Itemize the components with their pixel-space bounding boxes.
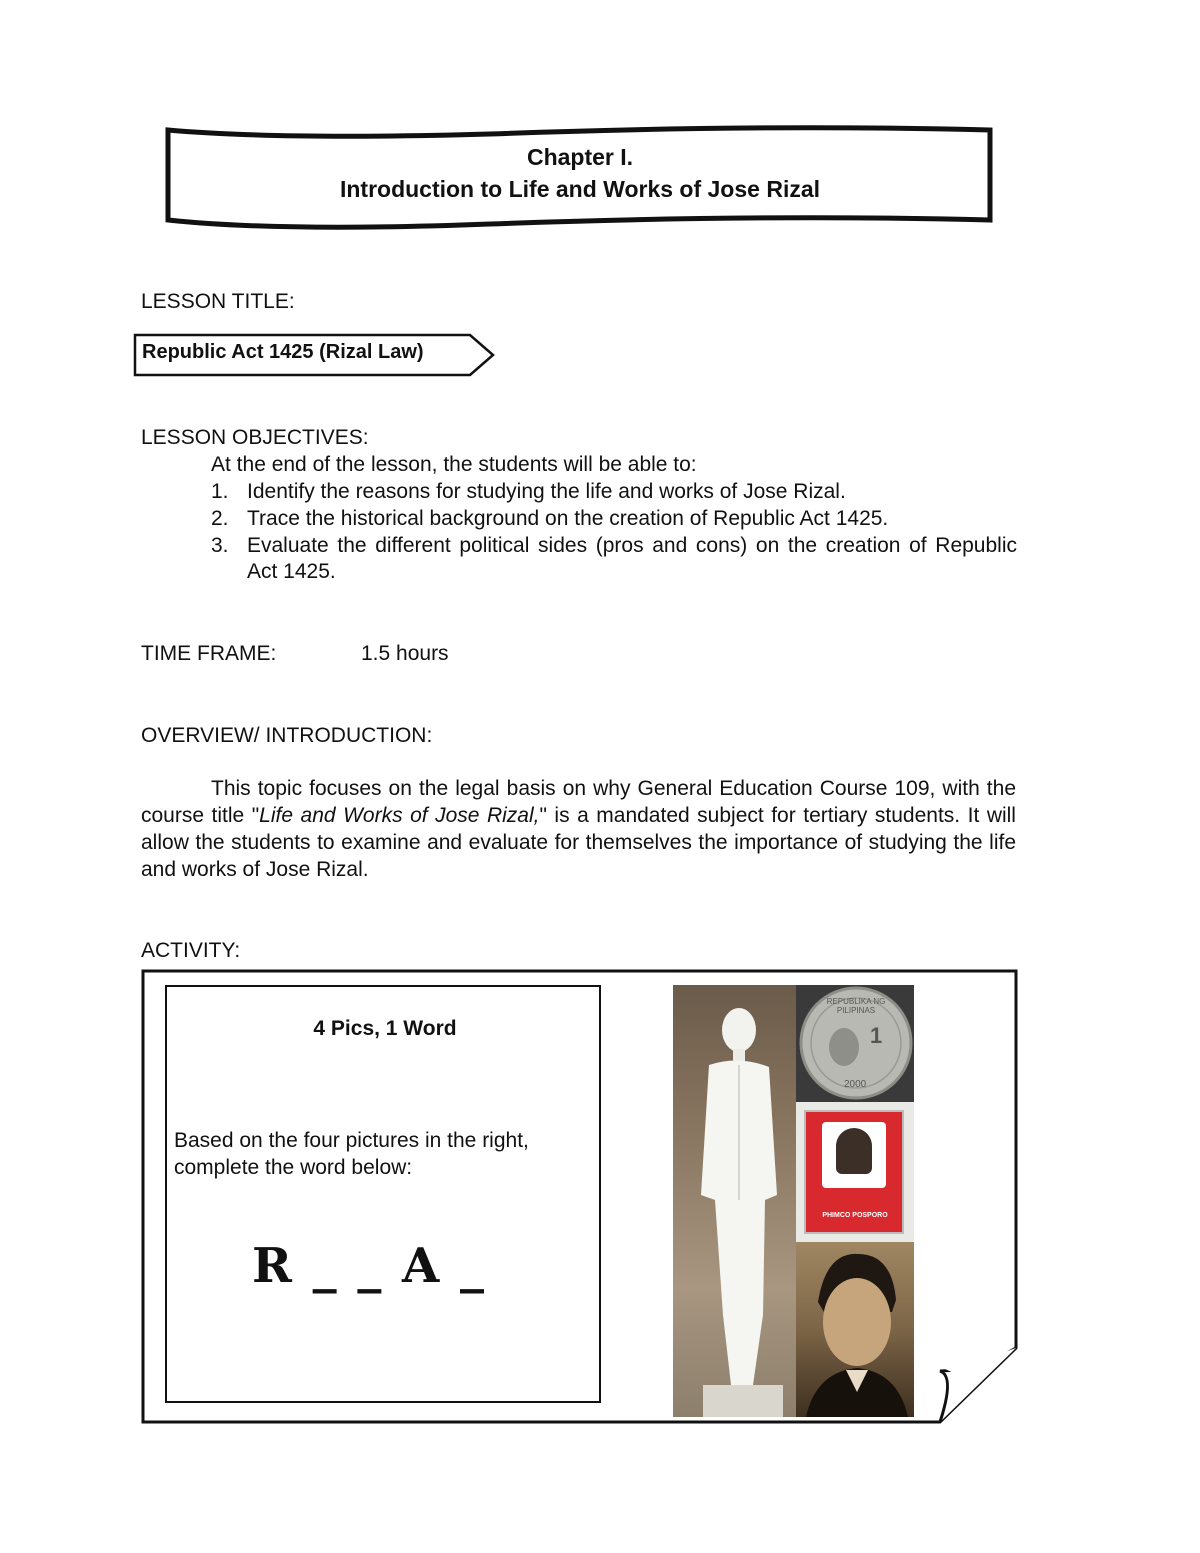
coin-photo <box>796 985 914 1102</box>
objectives-intro: At the end of the lesson, the students will be able to: <box>211 453 697 476</box>
coin-year: 2000 <box>844 1079 867 1090</box>
objective-item: Identify the reasons for studying the life and works of Jose Rizal. <box>247 480 846 503</box>
objective-item: Evaluate the different political sides (pros and cons) on the creation of Republic Act 1425. <box>247 534 1017 583</box>
overview-text-start: This topic focuses on the legal basis on why General Education Course 109, with the course title " <box>141 777 1016 827</box>
statue-photo <box>673 985 796 1417</box>
puzzle-instructions: Based on the four pictures in the right, complete the word below: <box>174 1129 529 1179</box>
rizal-portrait-icon <box>796 1242 914 1417</box>
time-frame-value: 1.5 hours <box>361 642 449 665</box>
objective-number: 3. <box>211 534 229 557</box>
coin-inscription: REPUBLIKA NG PILIPINAS <box>826 997 886 1015</box>
puzzle-box <box>165 985 601 1403</box>
time-frame-label: TIME FRAME: <box>141 642 277 665</box>
matchbox-photo <box>796 1102 914 1242</box>
lesson-title-value: Republic Act 1425 (Rizal Law) <box>142 341 424 363</box>
puzzle-title: 4 Pics, 1 Word <box>313 1017 457 1040</box>
activity-label: ACTIVITY: <box>141 939 241 962</box>
chapter-number: Chapter I. <box>526 144 634 170</box>
overview-paragraph <box>141 775 1016 883</box>
coin-value: 1 <box>870 1023 883 1048</box>
overview-course-title: Life and Works of Jose Rizal, <box>259 804 540 827</box>
chapter-title: Introduction to Life and Works of Jose Rizal <box>339 176 821 202</box>
portrait-icon <box>836 1128 872 1174</box>
objective-number: 1. <box>211 480 229 503</box>
portrait-photo <box>796 1242 914 1417</box>
puzzle-word[interactable]: R _ _ A _ <box>252 1238 486 1294</box>
objectives-label: LESSON OBJECTIVES: <box>141 426 369 449</box>
objective-number: 2. <box>211 507 229 530</box>
statue-figure-icon <box>673 985 796 1417</box>
lesson-title-label: LESSON TITLE: <box>141 290 295 313</box>
overview-text-end: " is a mandated subject for tertiary students. It will allow the students to examine and evaluate for themselves the importance of studying the life and works of Jose Rizal. <box>141 804 1016 881</box>
objective-item: Trace the historical background on the creation of Republic Act 1425. <box>247 507 889 530</box>
matchbox-brand: PHIMCO POSPORO <box>822 1212 888 1219</box>
overview-label: OVERVIEW/ INTRODUCTION: <box>141 724 433 747</box>
